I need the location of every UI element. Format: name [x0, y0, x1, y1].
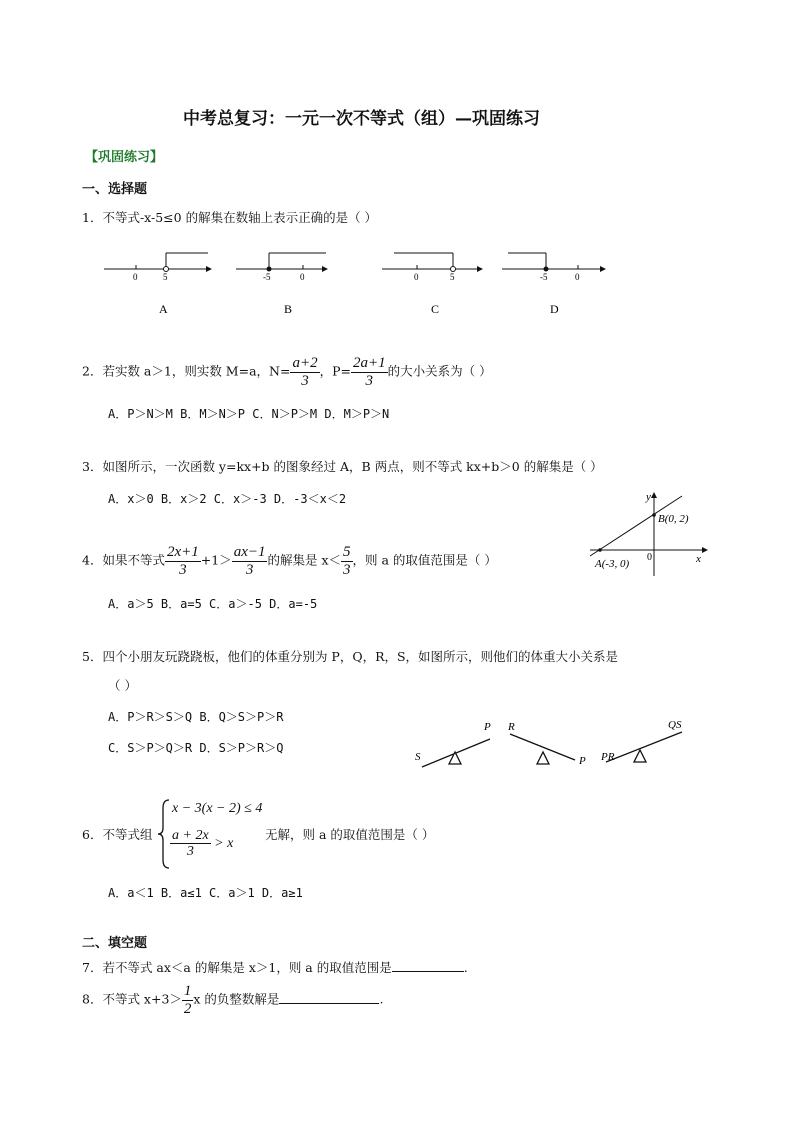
tick-label: 5	[163, 272, 168, 282]
option-label-a: A	[159, 302, 168, 316]
option-label-b: B	[284, 302, 293, 316]
graph-x-label: x	[696, 553, 701, 565]
q5-line1: 5．四个小朋友玩跷跷板，他们的体重分别为 P，Q，R，S，如图所示，则他们的体重大小关系是	[82, 649, 619, 664]
fraction-n: $\frac{a+2}{3}$	[292, 355, 318, 389]
graph-point-a: A(-3, 0)	[595, 558, 630, 570]
tick-label: -5	[540, 272, 548, 282]
q6-options: A．a＜1 B．a≤1 C．a＞1 D．a≥1	[108, 886, 303, 900]
fraction-2: $\frac{ax-1}{3}$	[233, 544, 266, 578]
seesaw-3-left: PR	[601, 751, 615, 763]
q2-line	[82, 355, 492, 389]
tick-label: -5	[263, 272, 271, 282]
q5-seesaws	[410, 712, 695, 777]
number-line-a	[104, 253, 212, 316]
seesaw-1-right: P	[484, 721, 491, 733]
tick-label: 0	[414, 272, 419, 282]
q8-pre: 8．不等式 x+3＞	[82, 991, 182, 1007]
q5-line2: （ ）	[108, 678, 137, 693]
seesaw-2	[507, 721, 586, 767]
page-title: 中考总复习：一元一次不等式（组）—巩固练习	[183, 109, 540, 129]
q4-mid: +1＞	[200, 552, 232, 568]
number-line-c	[382, 253, 483, 316]
q3-graph	[580, 490, 710, 580]
section-tag: 【巩固练习】	[85, 150, 164, 165]
q6-post: 无解，则 a 的取值范围是（ ）	[265, 827, 435, 842]
q6-eq2-rel: > x	[214, 836, 234, 852]
graph-origin: 0	[647, 552, 652, 563]
q3-options: A．x＞0 B．x＞2 C．x＞-3 D．-3＜x＜2	[108, 492, 347, 506]
tick-label: 0	[300, 272, 305, 282]
fraction-1: $\frac{2x+1}{3}$	[166, 544, 199, 578]
tick-label: 0	[133, 272, 138, 282]
seesaw-1	[415, 721, 491, 767]
q7-answer-blank[interactable]	[392, 959, 464, 972]
q1-number-lines	[100, 245, 620, 325]
q6-eq2-frac: $\frac{a + 2x}{3}$	[172, 828, 209, 860]
seesaw-2-right: P	[579, 755, 586, 767]
number-line-d	[502, 253, 606, 316]
q2-mid: ，P=	[319, 363, 351, 379]
part2-heading: 二、填空题	[82, 936, 148, 951]
q8-line	[82, 983, 383, 1017]
option-label-d: D	[550, 302, 559, 316]
q7-post: .	[463, 960, 468, 975]
q3-text: 3．如图所示，一次函数 y=kx+b 的图象经过 A，B 两点，则不等式 kx+b＞0 的解集是（ ）	[82, 459, 603, 474]
seesaw-2-left: R	[508, 721, 515, 733]
q2-pre: 2．若实数 a＞1，则实数 M=a，N=	[82, 363, 291, 379]
q4-line	[82, 544, 497, 578]
q5-options-row2: C．S＞P＞Q＞R D．S＞P＞R＞Q	[108, 741, 284, 755]
q6-eq2	[170, 828, 233, 860]
graph-point-b: B(0, 2)	[658, 513, 689, 525]
seesaw-3	[600, 719, 682, 763]
fraction-half: $\frac{1}{2}$	[183, 983, 192, 1017]
q7-line	[82, 958, 468, 976]
q4-options: A．a＞5 B．a=5 C．a＞-5 D．a=-5	[108, 597, 318, 611]
option-label-c: C	[431, 302, 440, 316]
q7-pre: 7．若不等式 ax＜a 的解集是 x＞1，则 a 的取值范围是	[82, 960, 392, 975]
q2-post: 的大小关系为（ ）	[387, 363, 492, 379]
tick-label: 0	[575, 272, 580, 282]
tick-label: 5	[450, 272, 455, 282]
q8-post: .	[379, 991, 384, 1007]
fraction-p: $\frac{2a+1}{3}$	[352, 355, 386, 389]
number-line-b	[236, 253, 328, 316]
q8-answer-blank[interactable]	[279, 991, 379, 1004]
part1-heading: 一、选择题	[82, 182, 148, 197]
q1-text: 1．不等式-x-5≤0 的解集在数轴上表示正确的是（ ）	[82, 210, 378, 225]
q5-options-row1: A．P＞R＞S＞Q B．Q＞S＞P＞R	[108, 710, 284, 724]
seesaw-1-left: S	[415, 751, 421, 763]
q2-options: A．P＞N＞M B．M＞N＞P C．N＞P＞M D．M＞P＞N	[108, 407, 390, 421]
q4-mid2: 的解集是 x＜	[267, 552, 341, 568]
q4-post: ，则 a 的取值范围是（ ）	[352, 552, 497, 568]
q4-pre: 4．如果不等式	[82, 552, 165, 568]
graph-y-label: y	[646, 491, 651, 503]
q6-eq1: x − 3(x − 2) ≤ 4	[172, 801, 263, 816]
q6-pre: 6．不等式组	[82, 827, 153, 842]
fraction-3: $\frac{5}{3}$	[343, 544, 351, 578]
q8-mid: x 的负整数解是	[193, 991, 280, 1007]
seesaw-3-right: QS	[668, 719, 682, 731]
